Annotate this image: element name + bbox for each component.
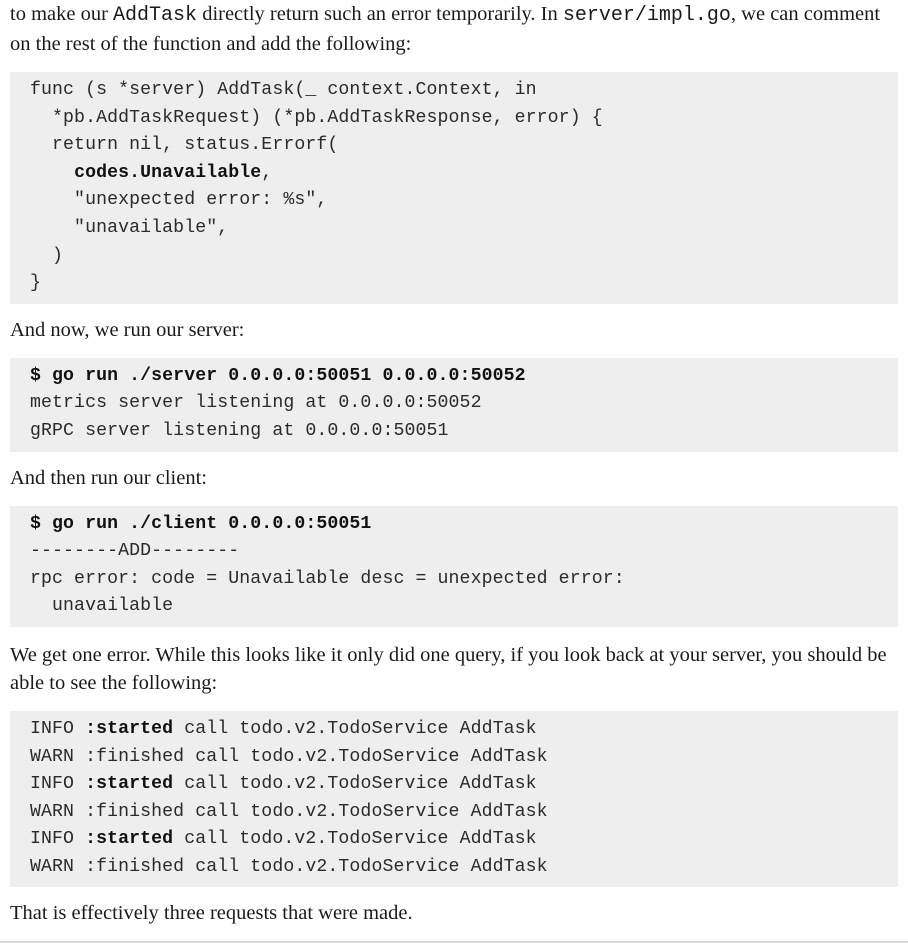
- code-line: "unexpected error: %s",: [30, 190, 328, 211]
- code-block-server-run: [10, 358, 898, 452]
- log-event: :started: [85, 829, 174, 850]
- shell-output: gRPC server listening at 0.0.0.0:50051: [30, 420, 449, 441]
- code-line: return nil, status.Errorf(: [30, 135, 339, 156]
- shell-output: rpc error: code = Unavailable desc = unexpected error:: [30, 568, 625, 589]
- inline-code-filepath: server/impl.go: [562, 4, 731, 27]
- code-block-addtask-func: [10, 72, 898, 304]
- inline-code-addtask: AddTask: [113, 4, 198, 27]
- log-message: call todo.v2.TodoService AddTask: [173, 774, 537, 795]
- shell-output: metrics server listening at 0.0.0.0:50052: [30, 393, 482, 414]
- log-event: :started: [85, 718, 174, 739]
- log-line-info: [30, 826, 878, 854]
- document-page: [10, 0, 898, 927]
- log-level: INFO: [30, 774, 86, 795]
- code-line: }: [30, 273, 42, 294]
- text-segment: , we can comment on the rest of the function and add the following:: [10, 3, 881, 55]
- log-line-warn: WARN :finished call todo.v2.TodoService AddTask: [30, 746, 548, 767]
- code-line: func (s *server) AddTask(_ context.Context, in: [30, 80, 537, 100]
- paragraph-run-server: And now, we run our server:: [10, 318, 245, 341]
- code-punct: ,: [261, 162, 273, 183]
- shell-output: --------ADD--------: [30, 541, 240, 562]
- text-segment: directly return such an error temporarily. In: [197, 3, 563, 25]
- log-level: INFO: [30, 718, 86, 739]
- log-level: INFO: [30, 829, 86, 850]
- paragraph-one-error: We get one error. While this looks like it only did one query, if you look back at your server, you should be able to see the following:: [10, 643, 887, 694]
- code-line: "unavailable",: [30, 217, 229, 238]
- shell-output: unavailable: [30, 596, 174, 617]
- shell-command: $ go run ./client 0.0.0.0:50051: [30, 513, 372, 534]
- log-line-warn: WARN :finished call todo.v2.TodoService AddTask: [30, 801, 548, 822]
- code-line: *pb.AddTaskRequest) (*pb.AddTaskResponse, error) {: [30, 107, 603, 128]
- log-message: call todo.v2.TodoService AddTask: [173, 718, 537, 739]
- paragraph-intro: [10, 0, 898, 58]
- code-block-client-run: [10, 506, 898, 627]
- shell-command: $ go run ./server 0.0.0.0:50051 0.0.0.0:50052: [30, 365, 526, 386]
- log-event: :started: [85, 774, 174, 795]
- code-highlight: codes.Unavailable: [74, 162, 262, 183]
- text-segment: to make our: [10, 3, 114, 25]
- log-line-info: [30, 771, 878, 799]
- log-line-warn: WARN :finished call todo.v2.TodoService AddTask: [30, 856, 548, 877]
- log-message: call todo.v2.TodoService AddTask: [173, 829, 537, 850]
- paragraph-conclusion: That is effectively three requests that were made.: [10, 902, 413, 925]
- code-line: ): [30, 245, 64, 266]
- code-block-server-logs: [10, 711, 898, 888]
- paragraph-run-client: And then run our client:: [10, 466, 207, 489]
- code-line: [30, 160, 878, 188]
- code-indent: [30, 163, 74, 183]
- log-line-info: [30, 716, 878, 744]
